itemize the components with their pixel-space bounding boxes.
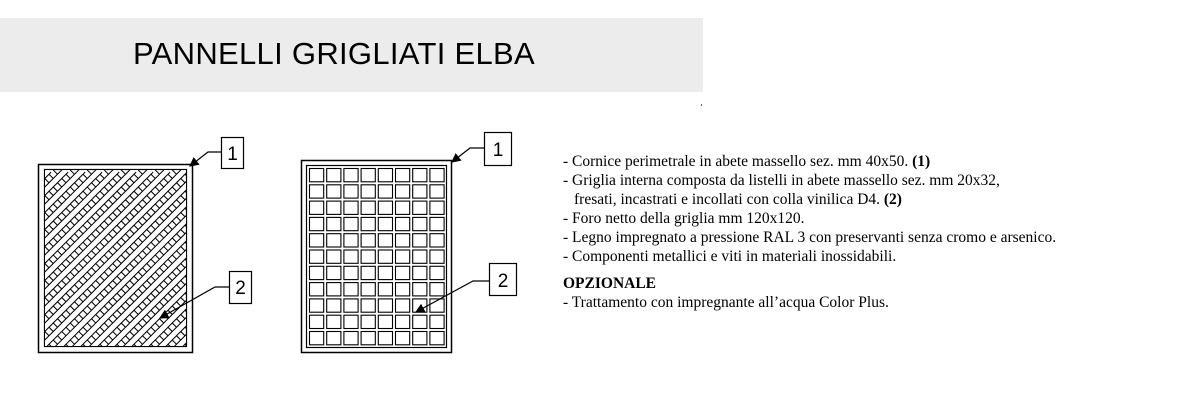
grid-cell <box>344 217 358 230</box>
grid-cell <box>327 169 341 182</box>
grid-cell <box>396 266 410 279</box>
grid-cell <box>310 250 324 263</box>
grid-cell <box>413 234 427 247</box>
grid-cell <box>310 169 324 182</box>
grid-cell <box>310 299 324 312</box>
grid-cell <box>361 283 375 296</box>
grid-cell <box>344 234 358 247</box>
grid-cell <box>430 283 444 296</box>
grid-cell <box>430 185 444 198</box>
grid-cell <box>310 234 324 247</box>
grid-cell <box>310 266 324 279</box>
grid-cell <box>378 283 392 296</box>
callout-number: 2 <box>235 278 246 299</box>
spec-line: - Foro netto della griglia mm 120x120. <box>563 210 805 227</box>
grid-cell <box>396 299 410 312</box>
specifications <box>563 152 1056 312</box>
grid-cell <box>430 234 444 247</box>
grid-cell <box>344 266 358 279</box>
optional-item: - Trattamento con impregnante all’acqua Color Plus. <box>563 294 889 311</box>
grid-cell <box>396 169 410 182</box>
grid-cell <box>344 283 358 296</box>
grid-cell <box>310 201 324 214</box>
grid-cell <box>378 332 392 345</box>
grid-cell <box>310 217 324 230</box>
grid-cell <box>327 266 341 279</box>
grid-cell <box>327 332 341 345</box>
grid-cell <box>396 283 410 296</box>
callout-number: 2 <box>497 271 509 292</box>
spec-line: - Griglia interna composta da listelli in abete massello sez. mm 20x32, <box>563 172 1000 189</box>
grid-cell <box>396 332 410 345</box>
spec-line: - Legno impregnato a pressione RAL 3 con preservanti senza cromo e arsenico. <box>563 229 1057 246</box>
grid-cell <box>378 299 392 312</box>
grid-cell <box>344 250 358 263</box>
grid-cell <box>413 201 427 214</box>
grid-cell <box>361 185 375 198</box>
grid-cell <box>378 185 392 198</box>
grid-cell <box>396 250 410 263</box>
callout-number: 1 <box>492 140 504 161</box>
grid-cell <box>344 185 358 198</box>
grid-cell <box>413 266 427 279</box>
grid-cell <box>378 315 392 328</box>
grid-cell <box>378 250 392 263</box>
grid-cell <box>413 332 427 345</box>
grid-cell <box>361 266 375 279</box>
grid-cell <box>378 201 392 214</box>
grid-cell <box>327 299 341 312</box>
grid-cell <box>327 201 341 214</box>
grid-cell <box>430 201 444 214</box>
page-title: PANNELLI GRIGLIATI ELBA <box>133 36 535 71</box>
spec-line: fresati, incastrati e incollati con colla vinilica D4. (2) <box>574 191 902 208</box>
grid-cell <box>361 299 375 312</box>
grid-cell <box>344 169 358 182</box>
grid-cell <box>396 185 410 198</box>
grid-cell <box>413 250 427 263</box>
grid-cell <box>344 299 358 312</box>
grid-cell <box>327 234 341 247</box>
grid-cell <box>430 217 444 230</box>
grid-cell <box>378 234 392 247</box>
grid-cell <box>413 185 427 198</box>
grid-cell <box>430 250 444 263</box>
grid-cell <box>310 332 324 345</box>
grid-cell <box>378 217 392 230</box>
spec-line: - Componenti metallici e viti in materiali inossidabili. <box>563 248 897 265</box>
grid-cell <box>361 234 375 247</box>
grid-cell <box>413 217 427 230</box>
grid-cell <box>396 201 410 214</box>
grid-cell <box>413 315 427 328</box>
grid-cell <box>396 234 410 247</box>
grid-cell <box>361 332 375 345</box>
square-grid-panel <box>302 161 452 353</box>
grid-cell <box>327 217 341 230</box>
grid-cell <box>310 185 324 198</box>
grid-cell <box>396 315 410 328</box>
grid-cell <box>361 250 375 263</box>
optional-title: OPZIONALE <box>563 275 657 292</box>
grid-cell <box>430 266 444 279</box>
grid-cell <box>361 201 375 214</box>
grid-cell <box>344 315 358 328</box>
grid-cell <box>361 217 375 230</box>
grid-cell <box>327 283 341 296</box>
grid-cell <box>310 315 324 328</box>
grid-cell <box>378 266 392 279</box>
grid-cell <box>327 315 341 328</box>
grid-cell <box>378 169 392 182</box>
grid-cell <box>361 315 375 328</box>
grid-cell <box>413 169 427 182</box>
grid-cell <box>344 201 358 214</box>
callout-1-right <box>452 133 512 166</box>
grid-cell <box>430 169 444 182</box>
grid-cell <box>413 283 427 296</box>
callout-number: 1 <box>227 144 238 165</box>
grid-cell <box>361 169 375 182</box>
callout-1-left <box>190 138 244 169</box>
grid-cell <box>327 185 341 198</box>
grid-cell <box>327 250 341 263</box>
grid-cell <box>310 283 324 296</box>
grid-cell <box>430 315 444 328</box>
spec-line: - Cornice perimetrale in abete massello sez. mm 40x50. (1) <box>563 153 931 170</box>
grid-cell <box>344 332 358 345</box>
grid-cell <box>430 332 444 345</box>
grid-cell <box>396 217 410 230</box>
